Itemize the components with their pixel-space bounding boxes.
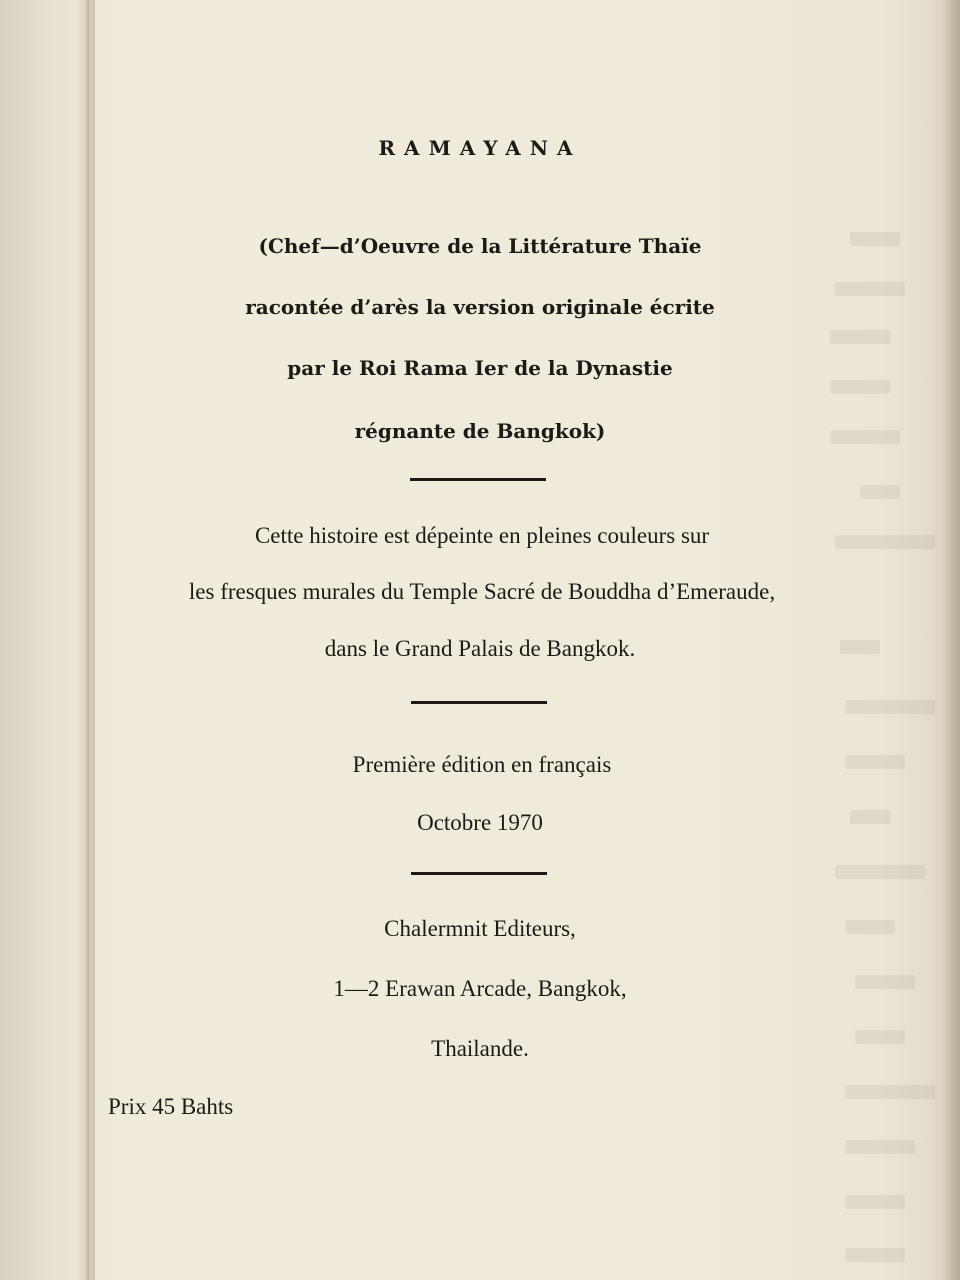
edition-date: Octobre 1970 xyxy=(417,810,543,835)
show-through-mark xyxy=(845,700,935,714)
description-line: dans le Grand Palais de Bangkok. xyxy=(324,636,636,661)
subtitle-line: (Chef—d’Oeuvre de la Littérature Thaïe xyxy=(258,234,702,258)
subtitle-line: racontée d’arès la version originale écrite xyxy=(245,295,715,319)
show-through-mark xyxy=(860,485,900,499)
divider-rule xyxy=(411,872,547,875)
show-through-mark xyxy=(830,330,890,344)
subtitle-line: par le Roi Rama Ier de la Dynastie xyxy=(287,356,673,380)
description-line: Cette histoire est dépeinte en pleines couleurs sur xyxy=(254,523,710,548)
show-through-mark xyxy=(845,1140,915,1154)
edition-line: Première édition en français xyxy=(352,752,612,777)
divider-rule xyxy=(410,478,546,481)
book-title: RAMAYANA xyxy=(378,136,582,160)
show-through-mark xyxy=(845,1085,935,1099)
publisher-country: Thailande. xyxy=(431,1036,529,1061)
publisher-address: 1—2 Erawan Arcade, Bangkok, xyxy=(333,976,627,1001)
description-line: les fresques murales du Temple Sacré de Bouddha d’Emeraude, xyxy=(188,579,776,604)
show-through-mark xyxy=(830,380,890,394)
show-through-mark xyxy=(835,865,925,879)
subtitle-line: régnante de Bangkok) xyxy=(354,419,606,443)
show-through-mark xyxy=(835,282,905,296)
price-label: Prix 45 Bahts xyxy=(108,1094,234,1119)
show-through-mark xyxy=(845,1248,905,1262)
show-through-mark xyxy=(845,1195,905,1209)
divider-rule xyxy=(411,701,547,704)
publisher-name: Chalermnit Editeurs, xyxy=(384,916,576,941)
